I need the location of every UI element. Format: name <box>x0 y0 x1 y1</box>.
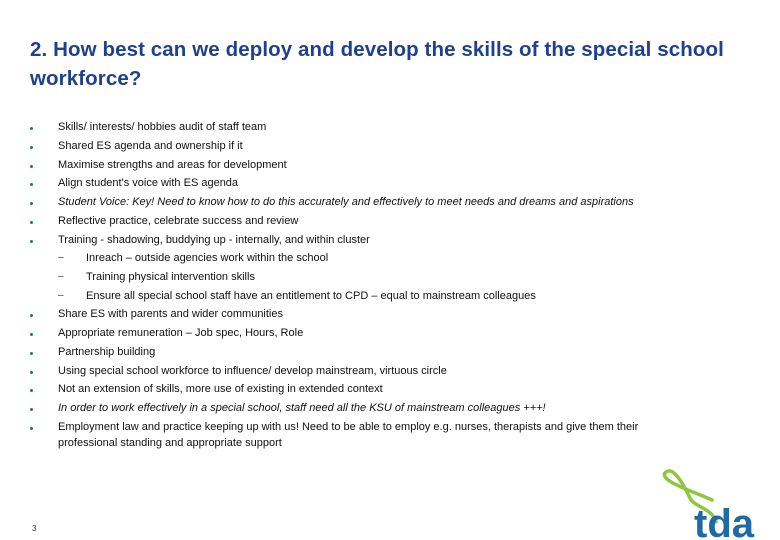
bullet-icon <box>30 127 33 130</box>
bullet-icon <box>30 371 33 374</box>
logo-text: tda <box>694 502 754 540</box>
bullet-icon <box>30 408 33 411</box>
dash-icon: – <box>58 290 64 301</box>
bullet-icon <box>30 389 33 392</box>
slide-title: 2. How best can we deploy and develop the skills of the special school workforce? <box>30 38 724 90</box>
bullet-icon <box>30 146 33 149</box>
bullet-icon <box>30 352 33 355</box>
page-number: 3 <box>32 524 37 533</box>
bullet-icon <box>30 427 33 430</box>
dash-icon: – <box>58 271 64 282</box>
bullet-icon <box>30 333 33 336</box>
bullet-icon <box>30 240 33 243</box>
tda-logo-icon <box>650 462 770 540</box>
bullet-list: Skills/ interests/ hobbies audit of staff team Shared ES agenda and ownership if it Maximise strengths and areas for development Align student's voice with ES agenda Student Voice: Key! Need to know how to do this accurately and effectively to meet needs and dreams and aspirations Reflective practice, celebrate success and review Training - shadowing, buddying up - internally, and within cluster – Inreach – outside agencies work within the school – Training physical intervention skills – Ensure all special school staff have an entitlement to CPD – equal to mainstream colleagues Share ES with parents and wider communities Appropriate remuneration – Job spec, Hours, Role Partnership building Using special school workforce to influence/ develop mainstream, virtuous circle Not an extension of skills, more use of existing in extended context In order to work effectively in a special school, staff need all the KSU of mainstream colleagues +++! Employment law and practice keeping up with us! Need to be able to employ e.g. nurses, therapists and give them their professional standing and appropriate support <box>0 0 780 540</box>
bullet-icon <box>30 314 33 317</box>
bullet-icon <box>30 221 33 224</box>
bullet-icon <box>30 165 33 168</box>
bullet-icon <box>30 183 33 186</box>
bullet-icon <box>30 202 33 205</box>
dash-icon: – <box>58 252 64 263</box>
